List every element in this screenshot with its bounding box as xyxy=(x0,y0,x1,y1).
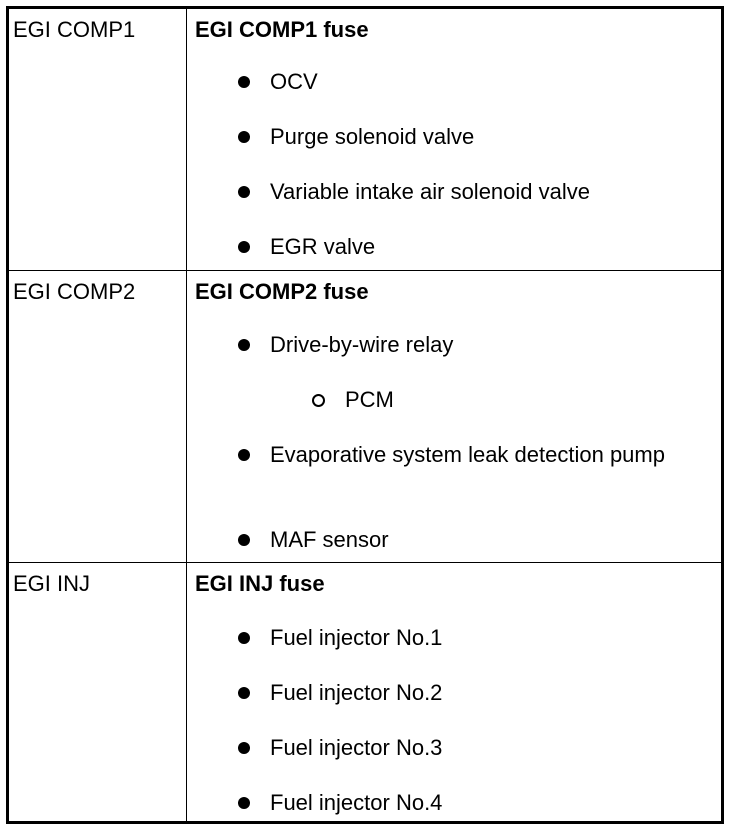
bullet-icon xyxy=(238,797,250,809)
list-item: Fuel injector No.2 xyxy=(270,680,443,705)
bullet-icon xyxy=(238,742,250,754)
bullet-icon xyxy=(238,534,250,546)
list-item: EGR valve xyxy=(270,234,376,259)
bullet-icon xyxy=(238,76,250,88)
list-item: Drive-by-wire relay xyxy=(270,332,454,357)
bullet-icon xyxy=(238,186,250,198)
bullet-icon xyxy=(238,632,250,644)
list-item: Purge solenoid valve xyxy=(270,124,475,149)
fuse-title: EGI INJ fuse xyxy=(195,571,325,596)
table-row xyxy=(9,271,721,563)
table-row xyxy=(9,563,721,821)
list-item: MAF sensor xyxy=(270,527,389,552)
fuse-detail-cell xyxy=(187,563,721,821)
bullet-icon xyxy=(238,241,250,253)
bullet-icon xyxy=(238,131,250,143)
list-item: Fuel injector No.3 xyxy=(270,735,443,760)
list-item: OCV xyxy=(270,69,318,94)
list-item: Variable intake air solenoid valve xyxy=(270,179,590,204)
fuse-title: EGI COMP2 fuse xyxy=(195,279,369,304)
bullet-icon xyxy=(238,339,250,351)
fuse-name-cell: EGI COMP1 xyxy=(9,9,187,270)
fuse-name-cell: EGI INJ xyxy=(9,563,187,821)
list-item: Fuel injector No.4 xyxy=(270,790,443,815)
fuse-title: EGI COMP1 fuse xyxy=(195,17,369,42)
bullet-icon xyxy=(238,449,250,461)
list-item: Fuel injector No.1 xyxy=(270,625,443,650)
sub-bullet-icon xyxy=(312,394,325,407)
fuse-table xyxy=(6,6,724,824)
bullet-icon xyxy=(238,687,250,699)
fuse-detail-cell xyxy=(187,271,721,562)
fuse-name-cell: EGI COMP2 xyxy=(9,271,187,562)
sub-list-item: PCM xyxy=(345,387,394,412)
table-row xyxy=(9,9,721,271)
list-item: Evaporative system leak detection pump xyxy=(270,442,665,467)
fuse-detail-cell xyxy=(187,9,721,270)
